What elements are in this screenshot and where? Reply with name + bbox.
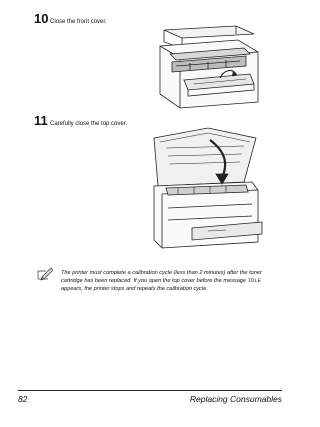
printer-front-cover-illustration [150, 22, 262, 110]
pencil-note-icon [36, 267, 54, 281]
calibration-note [61, 269, 266, 293]
note-text-before: The printer must complete a calibration cycle (less than 2 minutes) after the toner cartridge has been replaced. If you open the top cover before the message [61, 270, 262, 285]
note-idle-code: IDLE [247, 277, 262, 285]
page-number: 82 [18, 394, 28, 404]
step-10-number: 10 [34, 11, 49, 26]
section-title: Replacing Consumables [189, 394, 282, 404]
step-10-text: Close the front cover. [50, 19, 107, 25]
footer-divider [18, 390, 282, 391]
step-11-number: 11 [34, 113, 48, 128]
note-text-after: appears, the printer stops and repeats the calibration cycle. [61, 286, 208, 293]
step-11-text: Carefully close the top cover. [50, 121, 128, 127]
printer-top-cover-illustration [148, 124, 263, 254]
